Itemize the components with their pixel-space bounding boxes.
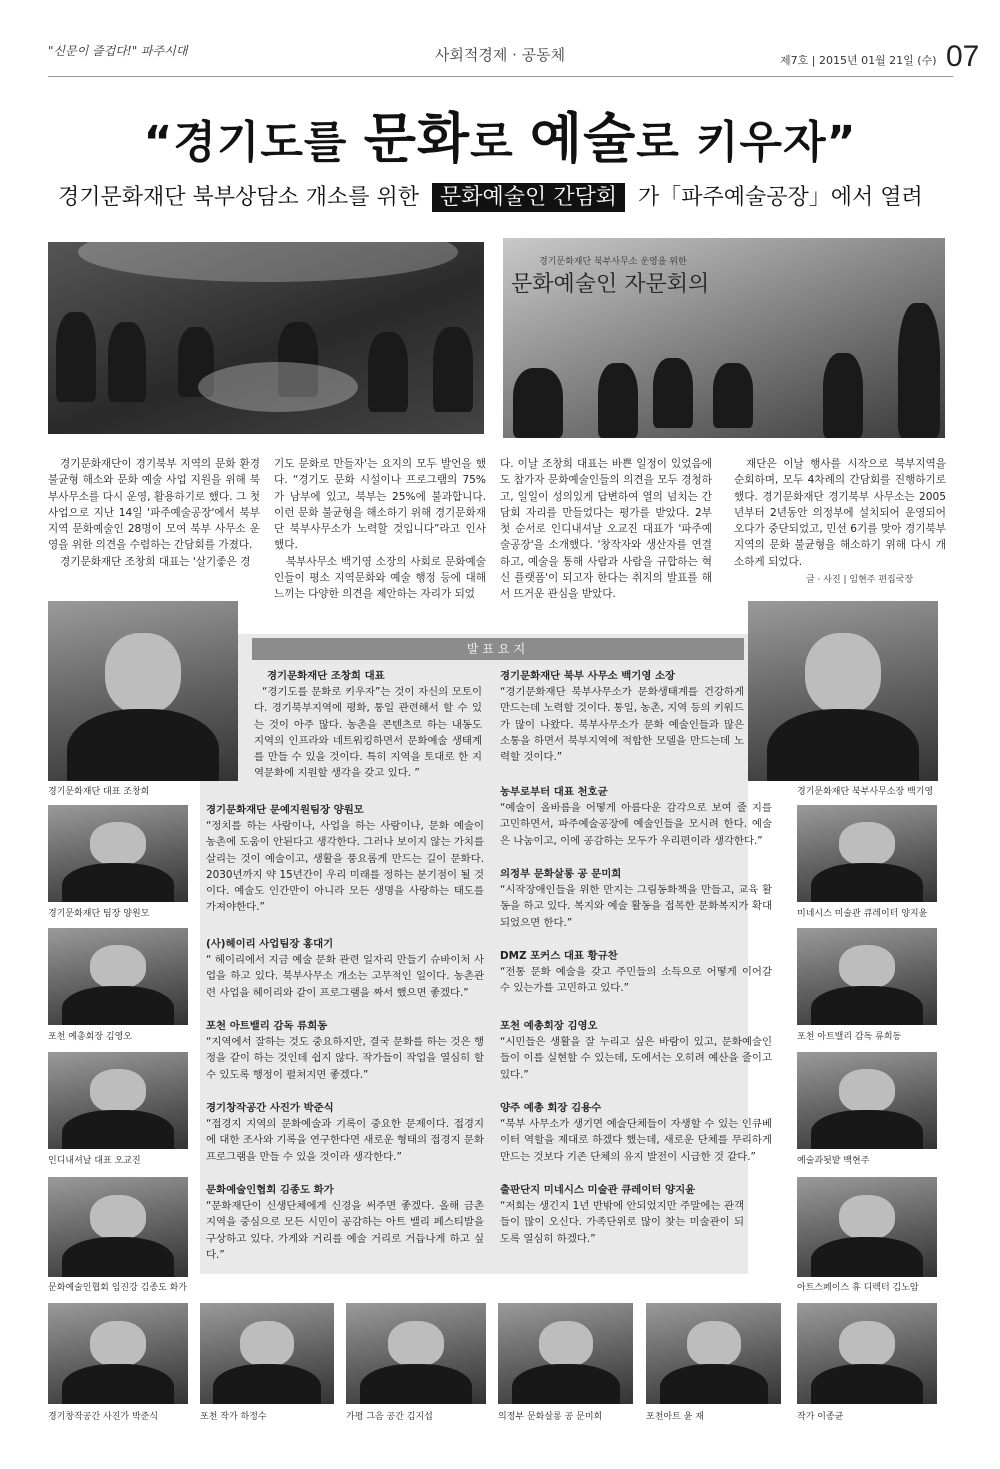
portrait-head — [90, 822, 146, 866]
attendee — [653, 358, 693, 428]
portrait-body — [512, 1364, 620, 1404]
summary-item-title: (사)헤이리 사업팀장 홍대기 — [206, 938, 334, 950]
subheadline — [58, 180, 958, 211]
attendee — [513, 368, 563, 438]
portrait-photo — [797, 1177, 937, 1277]
portrait-head — [839, 1195, 895, 1240]
portrait-photo — [48, 601, 238, 781]
attendee — [713, 363, 753, 428]
article-column-3 — [500, 456, 712, 603]
page-number: 07 — [946, 40, 980, 73]
summary-item — [212, 668, 482, 781]
meeting-photo-2 — [503, 238, 945, 438]
article-column-4 — [734, 456, 946, 570]
portrait-photo — [797, 805, 937, 902]
photo-caption: 경기문화재단 북부사무소장 백기영 — [797, 787, 934, 797]
portrait-head — [388, 1321, 444, 1366]
portrait-head — [687, 1321, 741, 1366]
summary-item-body: “경기도를 문화로 키우자”는 것이 자신의 모토이다. 경기북부지역에 평화, 통일 관련해서 할 수 있는 것이 아주 많다. 농촌을 콘텐츠로 하는 내동도 지역의 인프라와 네트워킹하면서 문화예술 생태계를 만들 수 있을 것이다. 특히 지역을 토대로 한 지역문화에 지원할 생각을 갖고 있다. ” — [254, 686, 482, 780]
summary-item-title: DMZ 포커스 대표 황규찬 — [500, 950, 618, 962]
photo-caption: 작가 이종균 — [797, 1412, 844, 1422]
attendee — [823, 353, 863, 438]
summary-item-body: “문화재단이 신생단체에게 신경을 써주면 좋겠다. 올해 금촌지역을 중심으로 모든 시민이 공감하는 아트 밸리 페스티발을 구상하고 있다. 가게와 거리를 예술 거리로 거듭나게 하고 싶다.” — [206, 1200, 484, 1261]
ceiling-light — [78, 242, 458, 282]
summary-item-title: 양주 예총 회장 김용수 — [500, 1102, 602, 1114]
headline-part1: “경기도를 — [143, 117, 364, 168]
summary-item-body: “정치를 하는 사람이나, 사업을 하는 사람이나, 문화 예술이 농촌에 도움이 안된다고 생각한다. 그러나 보이지 않는 가치를 살리는 것이 예술이고, 생활을 풍요롭게 만드는 길이 문화다. 2030년까지 약 15년간이 우리 미래를 정하는 분기점이 될 것이다. 예술도 인간만이 아니라 모든 생명을 사랑하는 태도를 가져야한다.” — [206, 820, 484, 914]
section-title: 사회적경제 · 공동체 — [434, 46, 566, 64]
summary-item-title: 경기문화재단 문예지원팀장 양원모 — [206, 804, 364, 816]
summary-item-body: “북부 사무소가 생기면 예술단체들이 자생할 수 있는 인큐베이터 역할을 제대로 하겠다 했는데, 새로운 단체를 무리하게 만드는 것보다 기존 단체의 유지 발전이 시급한 것 같다.” — [500, 1118, 772, 1163]
portrait-body — [767, 709, 919, 781]
photo-caption: 포천 작가 하정수 — [200, 1412, 267, 1422]
photo-caption: 포천 예총회장 김영오 — [48, 1032, 132, 1042]
summary-item-title: 경기문화재단 조창희 대표 — [267, 670, 385, 682]
portrait-head — [90, 1321, 146, 1366]
summary-item-body: “예술이 올바름을 어떻게 아름다운 감각으로 보여 줄 지를 고민하면서, 파주예술공장에 예술인들을 모시려 한다. 예술은 나눔이고, 이에 공감하는 모두가 우리편이라 생각한다.” — [500, 802, 772, 847]
event-banner-title: 문화예술인 자문회의 — [511, 272, 710, 297]
summary-item-title: 경기문화재단 북부 사무소 백기영 소장 — [500, 670, 676, 682]
portrait-photo — [200, 1303, 334, 1404]
article-column-2 — [274, 456, 486, 603]
summary-item — [206, 1100, 484, 1165]
portrait-body — [62, 863, 174, 902]
portrait-photo — [748, 601, 938, 781]
summary-item-body: “시민들은 생활을 잘 누리고 싶은 바람이 있고, 문화예술인들이 이를 실현할 수 있는데, 도에서는 오히려 예산을 줄이고 있다.” — [500, 1036, 772, 1081]
portrait-body — [660, 1364, 768, 1404]
portrait-photo — [48, 1177, 188, 1277]
newspaper-logo: "신문이 즐겁다!" 파주시대 — [48, 44, 188, 58]
summary-item-body: “전통 문화 예술을 갖고 주민들의 소득으로 어떻게 이어갈 수 있는가를 고민하고 있다.” — [500, 966, 772, 995]
table-centerpiece — [198, 362, 358, 412]
summary-item-body: “경기문화재단 북부사무소가 문화생태계를 건강하게 만드는데 노력할 것이다. 통일, 농촌, 지역 등의 키워드가 많이 나왔다. 북부사무소가 문화 예술인들과 많은 소통을 하면서 북부지역에 적합한 모델을 만드는데 노력할 것이다.” — [500, 686, 744, 764]
meeting-photo-1 — [48, 242, 484, 434]
summary-item-body: “시작장애인들을 위한 만지는 그림동화책을 만들고, 교육 활동을 하고 있다. 복지와 예술 활동을 접목한 문화복지가 확대되었으면 한다.” — [500, 884, 772, 929]
summary-item-body: “ 헤이리에서 지금 예술 문화 관련 일자리 만들기 슈바이처 사업을 하고 있다. 북부사무소 개소는 고무적인 일이다. 농촌관련 사업을 헤이리와 같이 프로그램을 짜서 했으면 좋겠다.” — [206, 954, 484, 999]
portrait-head — [90, 945, 146, 989]
event-banner — [511, 254, 731, 298]
photo-caption: 문화예술인협회 임진강 김종도 화가 — [48, 1283, 187, 1293]
portrait-head — [839, 1321, 895, 1366]
article-column-1 — [48, 456, 260, 570]
header-rule — [48, 76, 953, 77]
portrait-photo — [48, 1303, 188, 1404]
summary-item — [500, 668, 744, 765]
portrait-photo — [797, 1303, 937, 1404]
summary-item-title: 의정부 문화살롱 공 문미희 — [500, 868, 622, 880]
portrait-head — [105, 633, 181, 714]
summary-item-title: 포천 아트밸리 감독 류희동 — [206, 1020, 328, 1032]
attendee — [368, 332, 408, 412]
subheadline-after: 가「파주예술공장」에서 열려 — [638, 185, 923, 210]
headline-part2: 로 — [470, 117, 530, 168]
photo-caption: 예술과됫밭 백현주 — [797, 1156, 870, 1166]
portrait-photo — [346, 1303, 486, 1404]
paragraph: 다. 이날 조창희 대표는 바쁜 일정이 있었음에도 참가자 문화예술인들의 의견을 모두 경청하고, 일일이 성의있게 답변하여 열의 넘치는 간담회 자리를 만들었다는 평가를 받았다. 2부 첫 순서로 인디내셔날 오교진 대표가 '파주예술공장'을 소개했다. '창작자와 생산자를 연결하고, 예술을 통해 사람과 사람을 규합하는 혁신 플랫폼'이 되고자 한다는 취지의 발표를 해서 뜨거운 관심을 받았다. — [500, 458, 712, 601]
portrait-body — [811, 1364, 923, 1404]
portrait-head — [90, 1069, 146, 1113]
summary-item-title: 문화예술인협회 김종도 화가 — [206, 1184, 334, 1196]
summary-item-body: “접경지 지역의 문화예술과 기록이 중요한 문제이다. 접경지에 대한 조사와 기록을 연구한다면 새로운 형태의 접경지 문화 프로그램을 만들 수 있을 것이라 생각한다.” — [206, 1118, 484, 1163]
attendee — [108, 322, 146, 402]
attendee — [56, 312, 96, 402]
summary-item — [500, 1018, 772, 1083]
page-header — [0, 0, 1000, 80]
paragraph: 경기문화재단이 경기북부 지역의 문화 환경 불균형 해소와 문화 예술 사업 지원을 위해 북부사무소를 다시 운영, 활용하기로 했다. 그 첫 사업으로 지난 14일 '파주예술공장'에서 북부지역 문화예술인 28명이 모여 북부 사무소 운영을 위한 의견을 수렴하는 간담회를 가졌다. — [48, 458, 260, 552]
portrait-body — [62, 986, 174, 1025]
portrait-body — [62, 1364, 174, 1404]
summary-title: 발표요지 — [252, 638, 744, 660]
issue-date: 제7호 | 2015년 01월 21일 (수) — [780, 54, 937, 67]
summary-item-title: 출판단지 미네시스 미술관 큐레이터 양지윤 — [500, 1184, 696, 1196]
headline — [0, 96, 1000, 173]
summary-item-title: 농부로부터 대표 천호균 — [500, 786, 608, 798]
byline: 글 · 사진 | 임현주 편집국장 — [806, 575, 914, 585]
summary-item — [206, 1182, 484, 1263]
photo-caption: 경기문화재단 팀장 양원모 — [48, 909, 150, 919]
photo-caption: 포천아트 윤 재 — [646, 1412, 704, 1422]
portrait-body — [67, 709, 219, 781]
portrait-body — [213, 1364, 320, 1404]
subheadline-before: 경기문화재단 북부상담소 개소를 위한 — [58, 185, 420, 210]
portrait-head — [839, 822, 895, 866]
photo-caption: 경기창작공간 사진가 박준식 — [48, 1412, 159, 1422]
paragraph: 기도 문화로 만들자'는 요지의 모두 발언을 했다. “경기도 문화 시설이나 프로그램의 75%가 남부에 있고, 북부는 25%에 불과합니다. 이런 문화 불균형을 해소하기 위해 경기문화재단 북부사무소가 노력할 것입니다”라고 인사했다. — [274, 458, 486, 552]
portrait-photo — [48, 928, 188, 1025]
attendee — [433, 327, 473, 412]
photo-caption: 포천 아트밸리 감독 류희동 — [797, 1032, 902, 1042]
summary-item — [206, 802, 484, 915]
summary-item — [500, 866, 772, 931]
portrait-body — [360, 1364, 472, 1404]
portrait-photo — [797, 928, 937, 1025]
summary-item-body: “저희는 생긴지 1년 반밖에 안되었지만 주말에는 관객들이 많이 오신다. 가족단위로 많이 찾는 미술관이 되도록 열심히 하겠다.” — [500, 1200, 744, 1245]
paragraph: 경기문화재단 조창희 대표는 '살기좋은 경 — [60, 555, 251, 568]
portrait-head — [539, 1321, 593, 1366]
paragraph: 재단은 이날 행사를 시작으로 북부지역을 순회하며, 모두 4차례의 간담회를 진행하기로 했다. 경기문화재단 경기북부 사무소는 2005년부터 2년동안 의정부에 설치되어 운영되어 오다가 중단되었고, 민선 6기를 맞아 경기북부 지역의 문화 불균형을 해소하기 위해 다시 개소하게 되었다. — [734, 458, 946, 568]
summary-item-title: 포천 예총회장 김영오 — [500, 1020, 598, 1032]
photo-caption: 경기문화재단 대표 조창희 — [48, 787, 150, 797]
portrait-body — [62, 1110, 174, 1149]
summary-item-title: 경기창작공간 사진가 박준식 — [206, 1102, 334, 1114]
portrait-photo — [797, 1052, 937, 1149]
portrait-head — [805, 633, 881, 714]
photo-caption: 아트스페이스 휴 디렉터 김노암 — [797, 1283, 919, 1293]
photo-caption: 미네시스 미술관 큐레이터 양지윤 — [797, 909, 928, 919]
summary-item — [500, 1100, 772, 1165]
portrait-photo — [48, 1052, 188, 1149]
headline-part3: 로 키우자” — [636, 117, 857, 168]
headline-em2: 예술 — [529, 107, 637, 170]
portrait-body — [811, 986, 923, 1025]
summary-item — [500, 784, 772, 849]
portrait-head — [839, 945, 895, 989]
portrait-photo — [646, 1303, 781, 1404]
portrait-body — [811, 863, 923, 902]
portrait-photo — [48, 805, 188, 902]
speaker — [898, 303, 940, 438]
summary-item — [500, 948, 772, 997]
summary-item — [500, 1182, 744, 1247]
portrait-head — [839, 1069, 895, 1113]
photo-caption: 인디내셔날 대표 오교진 — [48, 1156, 141, 1166]
photo-caption: 가평 그음 공간 김지섭 — [346, 1412, 433, 1422]
portrait-body — [811, 1237, 923, 1277]
photo-caption: 의정부 문화살롱 공 문미희 — [498, 1412, 603, 1422]
summary-item — [206, 1018, 484, 1083]
portrait-head — [240, 1321, 294, 1366]
event-banner-small: 경기문화재단 북부사무소 운영을 위한 — [539, 257, 687, 267]
portrait-body — [62, 1237, 174, 1277]
portrait-body — [811, 1110, 923, 1149]
portrait-photo — [498, 1303, 633, 1404]
summary-item-body: “지역에서 잘하는 것도 중요하지만, 결국 문화를 하는 것은 행정을 같이 하는 것인데 쉽지 않다. 작가들이 작업을 열심히 할 수 있도록 행정이 펼쳐지면 좋겠다.” — [206, 1036, 484, 1081]
attendee — [598, 363, 638, 438]
portrait-head — [90, 1195, 146, 1240]
subheadline-box: 문화예술인 간담회 — [432, 183, 625, 212]
summary-item — [206, 936, 484, 1001]
paragraph: 북부사무소 백기영 소장의 사회로 문화예술인들이 평소 지역문화와 예술 행정 등에 대해 느끼는 다양한 의견을 제안하는 자리가 되었 — [274, 555, 486, 601]
headline-em1: 문화 — [363, 107, 471, 170]
